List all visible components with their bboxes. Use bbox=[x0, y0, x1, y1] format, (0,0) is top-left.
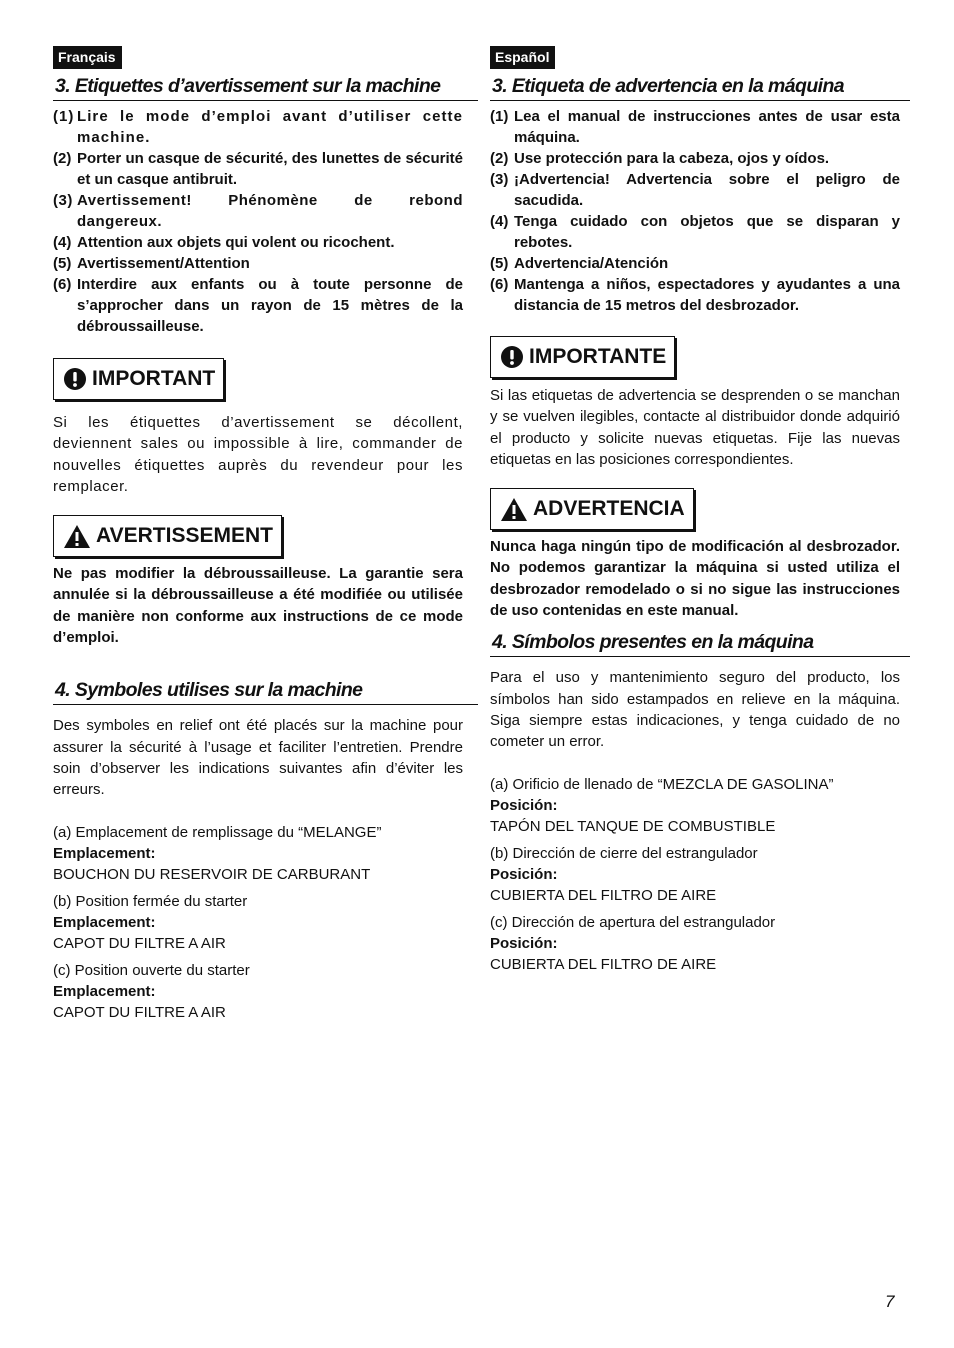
section-4-title-es: 4. Símbolos presentes en la máquina bbox=[490, 630, 910, 657]
important-notice-box-fr bbox=[53, 358, 224, 400]
important-label-fr: IMPORTANT bbox=[92, 367, 216, 390]
spanish-column bbox=[490, 46, 900, 975]
list-item: (4) Tenga cuidado con objetos que se disparan y rebotes. bbox=[490, 213, 900, 251]
symbol-list-es bbox=[490, 774, 900, 975]
important-text-fr: Si les étiquettes d’avertissement se décollent, deviennent sales ou impossible à lire, commander de nouvelles étiquettes auprès du revendeur pour les remplacer. bbox=[53, 414, 463, 495]
list-item: (5) Advertencia/Atención bbox=[490, 255, 669, 272]
list-item: (1) Lea el manual de instrucciones antes de usar esta máquina. bbox=[490, 108, 900, 146]
warning-triangle-icon bbox=[501, 498, 527, 521]
list-item: (6) Interdire aux enfants ou à toute personne de s’approcher dans un rayon de 15 mètres de la débroussailleuse. bbox=[53, 276, 463, 335]
list-item: (3) ¡Advertencia! Advertencia sobre el peligro de sacudida. bbox=[490, 171, 900, 209]
list-item: (1) Lire le mode d’emploi avant d’utiliser cette machine. bbox=[53, 108, 463, 146]
list-item: (3) Avertissement! Phénomène de rebond dangereux. bbox=[53, 192, 463, 230]
warning-text-fr: Ne pas modifier la débroussailleuse. La garantie sera annulée si la débroussailleuse a été modifiée ou utilisée de manière non conforme aux instructions de ce mode d’emploi. bbox=[53, 565, 463, 647]
list-item: (4) Attention aux objets qui volent ou ricochent. bbox=[53, 234, 395, 251]
symbol-item: (c) Position ouverte du starter Emplacement: CAPOT DU FILTRE A AIR bbox=[53, 961, 250, 1021]
warning-notice-box-fr bbox=[53, 515, 282, 557]
warning-text-es: Nunca haga ningún tipo de modificación al desbrozador. No podemos garantizar la máquina si usted utiliza el desbrozador remodelado o si no sigue las instrucciones de uso contenidas en este manual. bbox=[490, 538, 900, 620]
symbol-item: (b) Position fermée du starter Emplacement: CAPOT DU FILTRE A AIR bbox=[53, 892, 248, 952]
section-3-title-fr: 3. Etiquettes d’avertissement sur la machine bbox=[53, 74, 478, 101]
warning-label-list-es bbox=[490, 106, 900, 316]
section-4-intro-es: Para el uso y mantenimiento seguro del producto, los símbolos han sido estampados en relieve en la máquina. Siga siempre estas indicaciones, y tenga cuidado de no cometer un error. bbox=[490, 669, 900, 751]
warning-label-fr: AVERTISSEMENT bbox=[96, 524, 273, 548]
warning-notice-box-es bbox=[490, 488, 694, 530]
section-3-title-es: 3. Etiqueta de advertencia en la máquina bbox=[490, 74, 910, 101]
language-tab-spanish: Español bbox=[490, 46, 555, 69]
important-label-es: IMPORTANTE bbox=[529, 345, 667, 368]
exclamation-circle-icon bbox=[501, 346, 523, 368]
section-4-title-fr: 4. Symboles utilises sur la machine bbox=[53, 678, 478, 705]
warning-triangle-icon bbox=[64, 525, 90, 548]
list-item: (5) Avertissement/Attention bbox=[53, 255, 250, 272]
important-text-es: Si las etiquetas de advertencia se desprenden o se manchan y se vuelven ilegibles, contacte al distribuidor donde adquirió el producto y solicite nuevas etiquetas. Fije las nuevas etiquetas en las posiciones correspondientes. bbox=[490, 387, 900, 468]
list-item: (2) Use protección para la cabeza, ojos y oídos. bbox=[490, 150, 830, 167]
symbol-item: (b) Dirección de cierre del estrangulador Posición: CUBIERTA DEL FILTRO DE AIRE bbox=[490, 844, 758, 904]
warning-label-es: ADVERTENCIA bbox=[533, 497, 685, 521]
list-item: (2) Porter un casque de sécurité, des lunettes de sécurité et un casque antibruit. bbox=[53, 150, 463, 188]
section-4-intro-fr: Des symboles en relief ont été placés sur la machine pour assurer la sécurité à l’usage et faciliter l’entretien. Prendre soin d’observer les indications suivantes afin d’éviter les erreurs. bbox=[53, 717, 463, 799]
list-item: (6) Mantenga a niños, espectadores y ayudantes a una distancia de 15 metros del desbrozador. bbox=[490, 276, 900, 314]
exclamation-circle-icon bbox=[64, 368, 86, 390]
symbol-item: (a) Emplacement de remplissage du “MELANGE” Emplacement: BOUCHON DU RESERVOIR DE CARBURANT bbox=[53, 823, 382, 883]
french-column bbox=[53, 46, 463, 1023]
page-number: 7 bbox=[885, 1292, 895, 1311]
symbol-item: (a) Orificio de llenado de “MEZCLA DE GASOLINA” Posición: TAPÓN DEL TANQUE DE COMBUSTIBLE bbox=[490, 775, 834, 835]
symbol-list-fr bbox=[53, 822, 463, 1023]
important-notice-box-es bbox=[490, 336, 675, 378]
warning-label-list-fr bbox=[53, 106, 463, 337]
symbol-item: (c) Dirección de apertura del estrangulador Posición: CUBIERTA DEL FILTRO DE AIRE bbox=[490, 913, 776, 973]
language-tab-french: Français bbox=[53, 46, 122, 69]
